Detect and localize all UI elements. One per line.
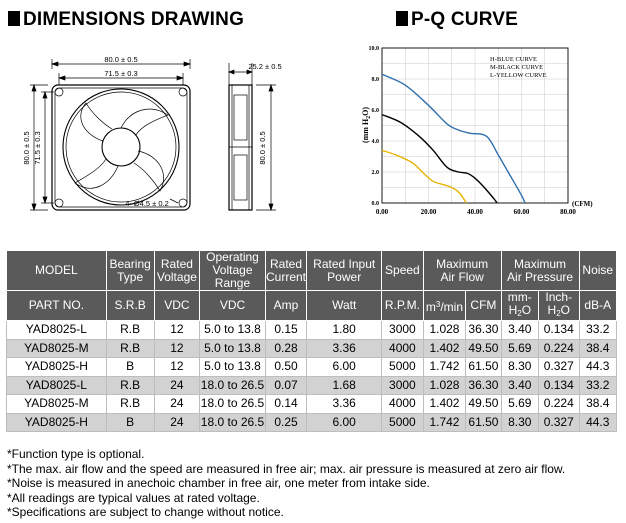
- table-cell: 6.00: [307, 358, 382, 377]
- table-cell: 0.327: [539, 413, 580, 432]
- table-cell: 36.30: [466, 376, 501, 395]
- bullet-square-icon: [8, 11, 20, 26]
- table-cell: YAD8025-L: [7, 321, 107, 340]
- legend-entry-l: L-YELLOW CURVE: [490, 72, 547, 79]
- table-cell: 0.224: [539, 395, 580, 414]
- y-tick-label: 10.0: [368, 46, 379, 52]
- col-speed: Speed: [382, 251, 424, 291]
- notes: [7, 447, 565, 520]
- table-cell: 0.134: [539, 321, 580, 340]
- y-axis-title: (mm $H_2O$): [361, 106, 372, 144]
- unit-cfm: CFM: [466, 291, 501, 321]
- table-cell: 5.69: [501, 339, 538, 358]
- unit-m3min: $m^3/\min$: [423, 291, 466, 321]
- x-tick-label: 40.00: [467, 208, 483, 216]
- x-tick-label: 80.00: [560, 208, 576, 216]
- table-cell: 0.15: [265, 321, 307, 340]
- table-cell: 61.50: [466, 413, 501, 432]
- table-cell: 44.3: [579, 358, 616, 377]
- table-cell: 0.327: [539, 358, 580, 377]
- y-tick-label: 2.0: [371, 170, 379, 176]
- table-cell: 12: [154, 358, 200, 377]
- note: *The max. air flow and the speed are measured in free air; max. air pressure is measured at zero air flow.: [7, 461, 566, 476]
- table-cell: R.B: [106, 376, 154, 395]
- table-cell: 24: [154, 413, 200, 432]
- bullet-square-icon: [396, 11, 408, 26]
- table-cell: YAD8025-L: [7, 376, 107, 395]
- table-cell: 24: [154, 376, 200, 395]
- unit-mmh2o: $mm-H_2O$: [501, 291, 538, 321]
- legend-entry-m: M-BLACK CURVE: [490, 64, 544, 71]
- table-cell: B: [106, 413, 154, 432]
- table-cell: 1.028: [423, 321, 466, 340]
- table-cell: 5.0 to 13.8: [200, 321, 265, 340]
- table-cell: B: [106, 358, 154, 377]
- table-cell: 1.80: [307, 321, 382, 340]
- series-line-l: [382, 150, 466, 203]
- x-tick-label: 0.00: [375, 208, 389, 216]
- table-cell: 1.402: [423, 395, 466, 414]
- table-cell: 33.2: [579, 321, 616, 340]
- unit-rpm: R.P.M.: [382, 291, 424, 321]
- table-cell: 33.2: [579, 376, 616, 395]
- table-cell: YAD8025-H: [7, 413, 107, 432]
- table-cell: 8.30: [501, 358, 538, 377]
- unit-amp: Amp: [265, 291, 307, 321]
- table-row: [7, 321, 617, 340]
- table-cell: 0.14: [265, 395, 307, 414]
- note: *Specifications are subject to change without notice.: [7, 505, 284, 520]
- table-cell: 18.0 to 26.5: [200, 376, 265, 395]
- x-tick-label: 60.00: [513, 208, 530, 216]
- col-operating-voltage: Operating Voltage Range: [200, 251, 265, 291]
- table-cell: R.B: [106, 339, 154, 358]
- table-cell: 8.30: [501, 413, 538, 432]
- col-airflow: Maximum Air Flow: [423, 251, 501, 291]
- note: *All readings are typical values at rated voltage.: [7, 490, 260, 505]
- table-cell: R.B: [106, 321, 154, 340]
- table-cell: 12: [154, 339, 200, 358]
- depth-label: 25.2 ± 0.5: [248, 62, 282, 71]
- x-axis-title: (CFM): [572, 200, 593, 208]
- header-row: [7, 251, 617, 291]
- y-tick-label: 4.0: [371, 139, 379, 145]
- legend: [490, 56, 547, 79]
- table-cell: 5000: [382, 413, 424, 432]
- table-cell: 3.36: [307, 339, 382, 358]
- table-cell: 0.07: [265, 376, 307, 395]
- col-noise: Noise: [579, 251, 616, 291]
- table-row: [7, 413, 617, 432]
- legend-entry-h: H-BLUE CURVE: [490, 56, 537, 63]
- table-cell: 3.36: [307, 395, 382, 414]
- table-cell: 1.028: [423, 376, 466, 395]
- table-cell: 18.0 to 26.5: [200, 413, 265, 432]
- table-cell: 5.0 to 13.8: [200, 339, 265, 358]
- table-cell: 0.50: [265, 358, 307, 377]
- table-cell: 0.25: [265, 413, 307, 432]
- y-tick-label: 0.0: [371, 201, 379, 207]
- height-holes-label: 71.5 ± 0.3: [33, 131, 42, 165]
- side-height-label: 80.0 ± 0.5: [258, 131, 267, 165]
- table-cell: 1.68: [307, 376, 382, 395]
- table-cell: 49.50: [466, 339, 501, 358]
- table-cell: 44.3: [579, 413, 616, 432]
- dimensions-heading: DIMENSIONS DRAWING: [8, 9, 244, 31]
- table-cell: 24: [154, 395, 200, 414]
- col-pressure: Maximum Air Pressure: [501, 251, 579, 291]
- table-cell: 18.0 to 26.5: [200, 395, 265, 414]
- table-row: [7, 395, 617, 414]
- unit-inchh2o: Inch-$H_2O$: [539, 291, 580, 321]
- height-overall-label: 80.0 ± 0.5: [22, 131, 31, 165]
- table-cell: 38.4: [579, 395, 616, 414]
- table-cell: 3.40: [501, 376, 538, 395]
- table-cell: 61.50: [466, 358, 501, 377]
- series-line-m: [382, 115, 497, 203]
- unit-row: [7, 291, 617, 321]
- col-rated-power: Rated Input Power: [307, 251, 382, 291]
- table-cell: 1.402: [423, 339, 466, 358]
- y-tick-label: 6.0: [371, 108, 379, 114]
- table-cell: 1.742: [423, 413, 466, 432]
- table-cell: 49.50: [466, 395, 501, 414]
- table-row: [7, 376, 617, 395]
- table-row: [7, 339, 617, 358]
- y-tick-label: 8.0: [371, 77, 379, 83]
- unit-watt: Watt: [307, 291, 382, 321]
- table-cell: YAD8025-M: [7, 395, 107, 414]
- width-holes-label: 71.5 ± 0.3: [104, 69, 138, 78]
- table-cell: 3.40: [501, 321, 538, 340]
- table-cell: 6.00: [307, 413, 382, 432]
- table-cell: YAD8025-H: [7, 358, 107, 377]
- front-view-drawing: [20, 55, 205, 220]
- table-cell: 0.28: [265, 339, 307, 358]
- table-cell: R.B: [106, 395, 154, 414]
- pq-curve-heading: P-Q CURVE: [396, 9, 518, 31]
- unit-srb: S.R.B: [106, 291, 154, 321]
- table-cell: 38.4: [579, 339, 616, 358]
- unit-vdc: VDC: [154, 291, 200, 321]
- table-cell: YAD8025-M: [7, 339, 107, 358]
- table-row: [7, 358, 617, 377]
- table-cell: 0.134: [539, 376, 580, 395]
- table-cell: 4000: [382, 339, 424, 358]
- table-cell: 3000: [382, 321, 424, 340]
- table-cell: 3000: [382, 376, 424, 395]
- note: *Function type is optional.: [7, 447, 145, 461]
- table-cell: 4000: [382, 395, 424, 414]
- col-bearing: Bearing Type: [106, 251, 154, 291]
- unit-part: PART NO.: [7, 291, 107, 321]
- pq-chart: [360, 40, 615, 230]
- side-view-drawing: [222, 55, 302, 220]
- table-cell: 12: [154, 321, 200, 340]
- width-overall-label: 80.0 ± 0.5: [104, 55, 138, 64]
- unit-vdc-range: VDC: [200, 291, 265, 321]
- table-cell: 1.742: [423, 358, 466, 377]
- x-tick-label: 20.00: [420, 208, 437, 216]
- note: *Noise is measured in anechoic chamber in free air, one meter from intake side.: [7, 476, 430, 491]
- holes-label: 4−Ø4.5 ± 0.2: [125, 199, 169, 208]
- col-rated-current: Rated Current: [265, 251, 307, 291]
- table-cell: 5.69: [501, 395, 538, 414]
- table-cell: 5.0 to 13.8: [200, 358, 265, 377]
- col-rated-voltage: Rated Voltage: [154, 251, 200, 291]
- table-cell: 5000: [382, 358, 424, 377]
- table-cell: 36.30: [466, 321, 501, 340]
- table-cell: 0.224: [539, 339, 580, 358]
- col-model: MODEL: [7, 251, 107, 291]
- spec-table: [6, 250, 617, 432]
- series-line-h: [382, 74, 525, 203]
- unit-dba: dB-A: [579, 291, 616, 321]
